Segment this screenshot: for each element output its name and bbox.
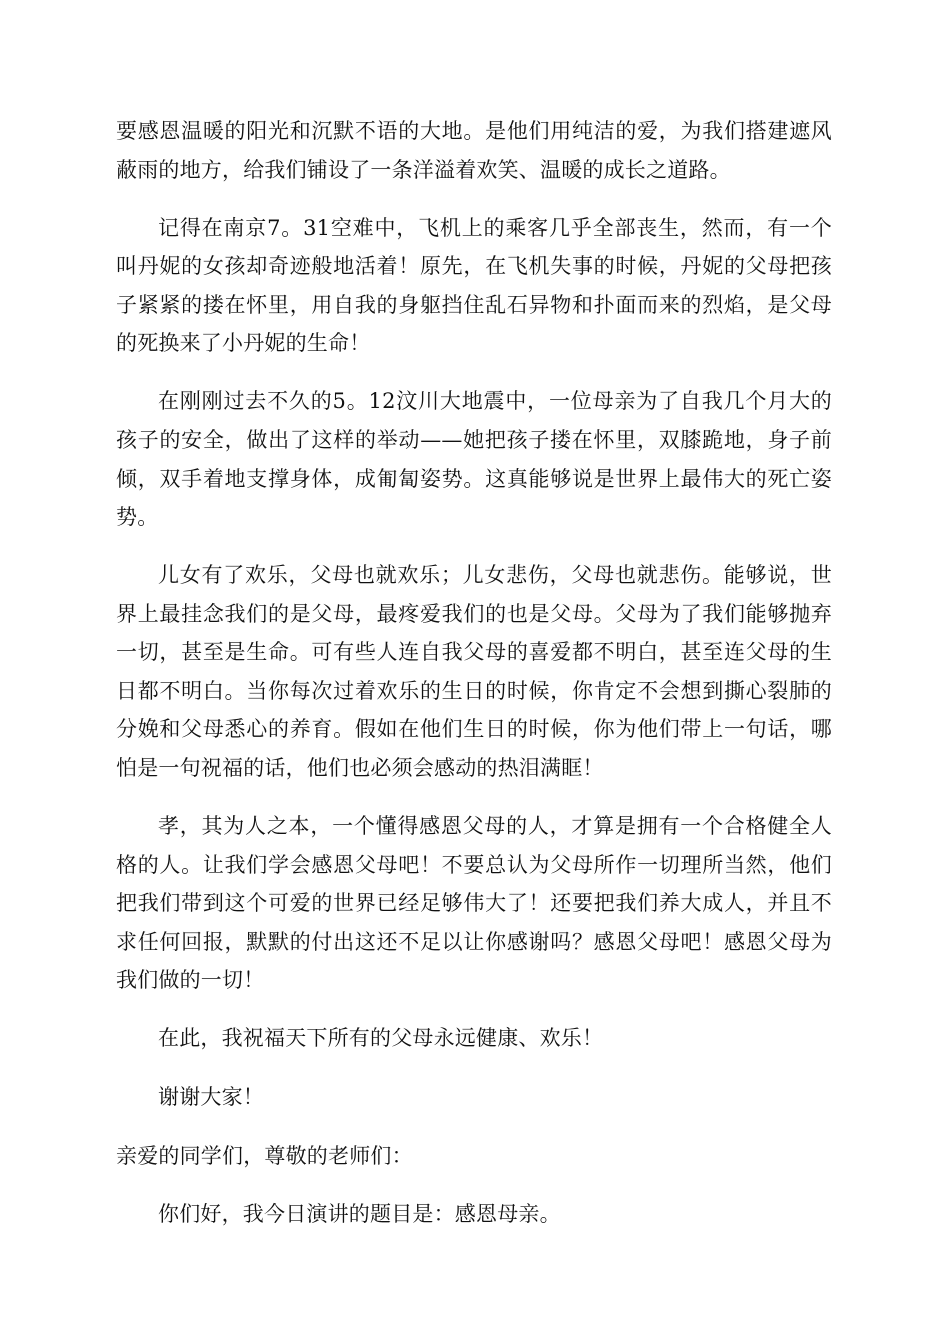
paragraph-2: 记得在南京7。31空难中，飞机上的乘客几乎全部丧生，然而，有一个叫丹妮的女孩却奇迹般地活着！原先，在飞机失事的时候，丹妮的父母把孩子紧紧的搂在怀里，用自我的身躯挡住乱石异物和扑面而来的烈焰，是父母的死换来了小丹妮的生命！ xyxy=(116,215,832,356)
salutation: 亲爱的同学们，尊敬的老师们： xyxy=(116,1143,413,1168)
paragraph-4: 儿女有了欢乐，父母也就欢乐；儿女悲伤，父母也就悲伤。能够说，世界上最挂念我们的是父母，最疼爱我们的也是父母。父母为了我们能够抛弃一切，甚至是生命。可有些人连自我父母的喜爱都不明白，甚至连父母的生日都不明白。当你每次过着欢乐的生日的时候，你肯定不会想到撕心裂肺的分娩和父母悉心的养育。假如在他们生日的时候，你为他们带上一句话，哪怕是一句祝福的话，他们也必须会感动的热泪满眶！ xyxy=(116,563,832,781)
paragraph-3: 在刚刚过去不久的5。12汶川大地震中，一位母亲为了自我几个月大的孩子的安全，做出了这样的举动——她把孩子搂在怀里，双膝跪地，身子前倾，双手着地支撑身体，成匍匐姿势。这真能够说是世界上最伟大的死亡姿势。 xyxy=(116,389,832,530)
paragraph-5: 孝，其为人之本，一个懂得感恩父母的人，才算是拥有一个合格健全人格的人。让我们学会感恩父母吧！不要总认为父母所作一切理所当然，他们把我们带到这个可爱的世界已经足够伟大了！还要把我们养大成人，并且不求任何回报，默默的付出这还不足以让你感谢吗？感恩父母吧！感恩父母为我们做的一切！ xyxy=(116,814,832,993)
paragraph-7: 谢谢大家！ xyxy=(158,1085,264,1110)
paragraph-6: 在此，我祝福天下所有的父母永远健康、欢乐！ xyxy=(158,1026,604,1051)
paragraph-9: 你们好，我今日演讲的题目是：感恩母亲。 xyxy=(158,1202,561,1227)
document-body xyxy=(116,112,832,1253)
paragraph-1: 要感恩温暖的阳光和沉默不语的大地。是他们用纯洁的爱，为我们搭建遮风蔽雨的地方，给我们铺设了一条洋溢着欢笑、温暖的成长之道路。 xyxy=(116,119,832,182)
